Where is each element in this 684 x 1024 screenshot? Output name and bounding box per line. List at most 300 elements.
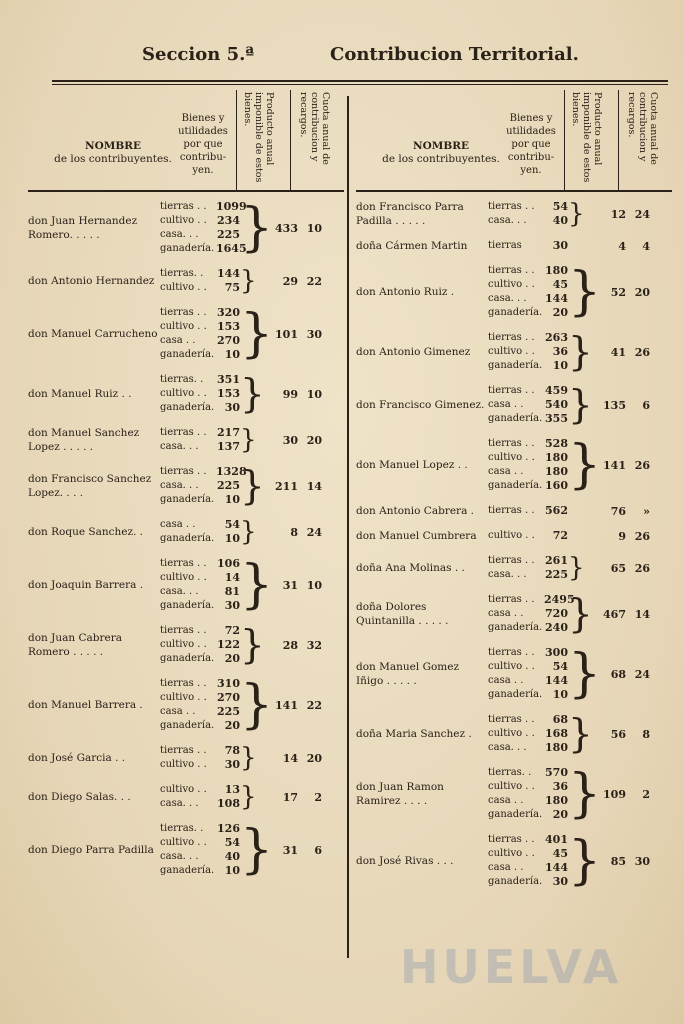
cuota-cents: 32: [306, 638, 322, 652]
table-header: [356, 90, 672, 192]
asset-item: [160, 387, 240, 401]
asset-value: 10: [224, 348, 240, 361]
asset-type: casa . .: [488, 399, 524, 410]
cuota-value: 29: [282, 274, 298, 288]
cuota-cents: 6: [642, 398, 650, 412]
table-row: [356, 646, 672, 702]
asset-type: tierras . .: [488, 594, 535, 605]
asset-item: [488, 214, 568, 228]
asset-type: cultivo . .: [160, 639, 207, 650]
asset-item: [160, 348, 240, 362]
asset-value: 14: [224, 571, 240, 584]
asset-value: 36: [552, 780, 568, 793]
brace-icon: }: [240, 675, 274, 735]
asset-type: ganadería.: [160, 720, 215, 731]
cuota-value: 52: [610, 285, 626, 299]
asset-type: casa. . .: [160, 229, 199, 240]
asset-value: 180: [545, 741, 568, 754]
brace-icon: }: [568, 435, 602, 495]
header-separator: [564, 90, 565, 190]
asset-type: tierras . .: [488, 385, 535, 396]
header-name: NOMBRE de los contribuyentes.: [54, 140, 172, 165]
asset-item: [488, 278, 568, 292]
cuota-cents: »: [643, 504, 650, 518]
asset-item: [488, 345, 568, 359]
asset-item: [160, 864, 240, 878]
asset-value: 540: [545, 398, 568, 411]
brace-icon: }: [240, 517, 257, 547]
asset-type: cultivo . .: [160, 837, 207, 848]
asset-item: [488, 646, 568, 660]
asset-type: casa. . .: [160, 798, 199, 809]
cuota-value: 109: [603, 787, 626, 801]
asset-item: [160, 320, 240, 334]
contributor-name: don José Garcia . .: [28, 752, 126, 764]
asset-type: tierras . .: [488, 201, 535, 212]
asset-item: [160, 836, 240, 850]
brace-icon: }: [568, 199, 585, 229]
right-column: [356, 90, 672, 900]
asset-type: tierras . .: [160, 745, 207, 756]
asset-item: [488, 465, 568, 479]
asset-item: [488, 264, 568, 278]
brace-icon: }: [568, 329, 593, 375]
asset-type: tierras . .: [488, 555, 535, 566]
asset-list: [160, 518, 240, 546]
asset-type: tierras . .: [488, 647, 535, 658]
cuota-value: 31: [282, 843, 298, 857]
asset-item: [160, 373, 240, 387]
asset-item: [488, 359, 568, 373]
cuota-value: 14: [282, 751, 298, 765]
cuota-value: 28: [282, 638, 298, 652]
asset-value: 54: [224, 836, 240, 849]
asset-value: 10: [552, 688, 568, 701]
cuota-value: 141: [275, 698, 298, 712]
table-row: [28, 518, 344, 546]
asset-type: cultivo . .: [488, 728, 535, 739]
asset-item: [160, 822, 240, 836]
contributor-name: don Manuel Ruiz . .: [28, 388, 132, 400]
table-row: [356, 593, 672, 635]
cuota-cents: 20: [306, 751, 322, 765]
asset-type: ganadería.: [160, 865, 215, 876]
asset-list: [488, 713, 568, 755]
asset-type: ganadería.: [488, 480, 543, 491]
asset-value: 72: [224, 624, 240, 637]
asset-type: tierras . .: [160, 678, 207, 689]
asset-item: [488, 384, 568, 398]
asset-item: [160, 652, 240, 666]
asset-value: 1645: [216, 242, 247, 255]
contributor-name: don Roque Sanchez. .: [28, 526, 144, 538]
cuota-cents: 10: [306, 578, 322, 592]
asset-value: 45: [552, 278, 568, 291]
asset-type: ganadería.: [488, 413, 543, 424]
asset-type: casa. . .: [160, 851, 199, 862]
cuota-value: 30: [282, 433, 298, 447]
asset-item: [160, 306, 240, 320]
asset-value: 30: [552, 239, 568, 252]
asset-item: [160, 557, 240, 571]
table-header: [28, 90, 344, 192]
asset-value: 45: [552, 847, 568, 860]
asset-type: tierras . .: [488, 834, 535, 845]
contributor-name: don Manuel Cumbrera: [356, 530, 477, 542]
asset-item: [160, 214, 240, 228]
asset-item: [488, 780, 568, 794]
contributor-name: don Manuel Barrera .: [28, 699, 143, 711]
asset-value: 137: [217, 440, 240, 453]
asset-value: 180: [545, 794, 568, 807]
asset-item: [160, 571, 240, 585]
brace-icon: }: [240, 820, 274, 880]
asset-item: [160, 624, 240, 638]
asset-value: 300: [545, 646, 568, 659]
cuota-cents: 4: [642, 239, 650, 253]
brace-icon: }: [240, 266, 257, 296]
table-row: [28, 624, 344, 666]
asset-item: [160, 228, 240, 242]
asset-value: 78: [224, 744, 240, 757]
asset-value: 168: [545, 727, 568, 740]
brace-icon: }: [240, 304, 274, 364]
asset-type: ganadería.: [160, 600, 215, 611]
brace-icon: }: [240, 555, 274, 615]
contributor-name: don Manuel Lopez . .: [356, 459, 468, 471]
asset-item: [160, 797, 240, 811]
asset-item: [160, 719, 240, 733]
asset-type: ganadería.: [160, 349, 215, 360]
table-row: [28, 267, 344, 295]
asset-list: [488, 504, 568, 518]
asset-type: tierras . .: [488, 438, 535, 449]
cuota-value: 4: [618, 239, 626, 253]
asset-value: 54: [552, 660, 568, 673]
brace-icon: }: [240, 463, 265, 509]
asset-item: [160, 677, 240, 691]
cuota-value: 9: [618, 529, 626, 543]
asset-type: tierras. .: [160, 268, 204, 279]
asset-list: [488, 200, 568, 228]
asset-list: [160, 624, 240, 666]
asset-item: [160, 440, 240, 454]
header-producto: Producto anual imponible de estos bienes.: [570, 92, 603, 183]
cuota-value: 8: [290, 525, 298, 539]
asset-type: cultivo . .: [160, 388, 207, 399]
asset-value: 20: [552, 808, 568, 821]
contributor-name: don Francisco Sanchez Lopez. . . .: [28, 473, 152, 499]
asset-item: [488, 593, 575, 607]
asset-value: 13: [224, 783, 240, 796]
asset-value: 153: [217, 387, 240, 400]
asset-value: 153: [217, 320, 240, 333]
cuota-cents: 6: [314, 843, 322, 857]
cuota-cents: 20: [634, 285, 650, 299]
asset-type: ganadería.: [160, 494, 215, 505]
asset-value: 144: [545, 861, 568, 874]
asset-type: tierras: [488, 240, 522, 251]
asset-value: 570: [545, 766, 568, 779]
asset-item: [488, 833, 568, 847]
asset-item: [160, 401, 240, 415]
asset-value: 144: [545, 674, 568, 687]
asset-value: 720: [545, 607, 568, 620]
asset-value: 180: [545, 451, 568, 464]
cuota-cents: 8: [642, 727, 650, 741]
asset-value: 30: [224, 401, 240, 414]
asset-value: 10: [224, 493, 240, 506]
asset-type: tierras . .: [488, 714, 535, 725]
cuota-value: 467: [603, 607, 626, 621]
asset-item: [488, 292, 568, 306]
asset-value: 20: [224, 719, 240, 732]
asset-item: [160, 599, 240, 613]
asset-list: [160, 426, 240, 454]
asset-value: 180: [545, 264, 568, 277]
asset-type: ganadería.: [488, 876, 543, 887]
asset-type: casa . .: [488, 608, 524, 619]
header-cuota: Cuota anual de contribucion y recargos.: [298, 92, 331, 165]
cuota-cents: 26: [634, 561, 650, 575]
table-row: [28, 465, 344, 507]
asset-type: tierras. .: [160, 823, 204, 834]
asset-type: casa . .: [160, 335, 196, 346]
asset-value: 459: [545, 384, 568, 397]
asset-value: 81: [224, 585, 240, 598]
asset-type: ganadería.: [160, 402, 215, 413]
asset-type: ganadería.: [488, 689, 543, 700]
asset-item: [160, 744, 240, 758]
table-row: [356, 331, 672, 373]
cuota-cents: 26: [634, 458, 650, 472]
asset-type: tierras . .: [160, 307, 207, 318]
asset-value: 1328: [216, 465, 247, 478]
asset-type: casa. . .: [488, 293, 527, 304]
cuota-value: 99: [282, 387, 298, 401]
cuota-value: 211: [275, 479, 298, 493]
asset-type: casa . .: [160, 519, 196, 530]
asset-type: casa. . .: [160, 441, 199, 452]
cuota-cents: 10: [306, 221, 322, 235]
contributor-name: doña Cármen Martin: [356, 240, 468, 252]
asset-type: casa. . .: [488, 742, 527, 753]
cuota-cents: 30: [306, 327, 322, 341]
asset-list: [160, 465, 247, 507]
cuota-value: 41: [610, 345, 626, 359]
asset-value: 144: [217, 267, 240, 280]
table-row: [28, 744, 344, 772]
page-header: [0, 44, 684, 74]
header-cuota: Cuota anual de contribucion y recargos.: [626, 92, 659, 165]
asset-type: tierras. .: [160, 374, 204, 385]
asset-type: cultivo . .: [160, 759, 207, 770]
asset-list: [160, 744, 240, 772]
asset-value: 351: [217, 373, 240, 386]
cuota-cents: 24: [634, 667, 650, 681]
asset-type: cultivo . .: [488, 452, 535, 463]
asset-type: tierras. .: [488, 767, 532, 778]
contributor-name: don Antonio Ruiz .: [356, 286, 455, 298]
asset-type: ganadería.: [160, 533, 215, 544]
asset-type: casa. . .: [488, 569, 527, 580]
asset-item: [488, 607, 568, 621]
asset-type: cultivo . .: [160, 282, 207, 293]
asset-value: 144: [545, 292, 568, 305]
table-row: [28, 373, 344, 415]
asset-value: 30: [552, 875, 568, 888]
asset-item: [160, 518, 240, 532]
contributor-name: doña Ana Molinas . .: [356, 562, 465, 574]
asset-item: [488, 766, 568, 780]
cuota-cents: 24: [634, 207, 650, 221]
asset-type: ganadería.: [488, 809, 543, 820]
asset-value: 225: [545, 568, 568, 581]
cuota-value: 65: [610, 561, 626, 575]
asset-type: casa . .: [488, 862, 524, 873]
asset-list: [488, 529, 568, 543]
asset-type: cultivo . .: [488, 279, 535, 290]
brace-icon: }: [568, 382, 593, 428]
asset-item: [488, 479, 568, 493]
asset-type: cultivo . .: [160, 784, 207, 795]
asset-item: [160, 242, 247, 256]
asset-value: 528: [545, 437, 568, 450]
brace-icon: }: [240, 425, 257, 455]
asset-item: [160, 281, 240, 295]
asset-item: [488, 306, 568, 320]
cuota-value: 56: [610, 727, 626, 741]
contributor-name: don Francisco Parra Padilla . . . . .: [356, 201, 464, 227]
table-row: [28, 783, 344, 811]
cuota-value: 141: [603, 458, 626, 472]
asset-value: 180: [545, 465, 568, 478]
contributor-name: don Francisco Gimenez.: [356, 399, 485, 411]
cuota-value: 101: [275, 327, 298, 341]
brace-icon: }: [568, 591, 593, 637]
cuota-cents: 30: [634, 854, 650, 868]
asset-value: 2495: [544, 593, 575, 606]
asset-item: [160, 758, 240, 772]
cuota-value: 85: [610, 854, 626, 868]
cuota-cents: 20: [306, 433, 322, 447]
cuota-cents: 22: [306, 698, 322, 712]
asset-value: 72: [552, 529, 568, 542]
column-divider: [347, 96, 349, 958]
asset-value: 10: [224, 864, 240, 877]
asset-list: [488, 766, 568, 822]
contributor-name: don Antonio Cabrera .: [356, 505, 475, 517]
asset-value: 234: [217, 214, 240, 227]
asset-value: 20: [224, 652, 240, 665]
asset-item: [160, 267, 240, 281]
asset-item: [488, 398, 568, 412]
cuota-value: 76: [610, 504, 626, 518]
contributor-name: don Manuel Sanchez Lopez . . . . .: [28, 427, 140, 453]
table-row: [28, 557, 344, 613]
asset-list: [488, 384, 568, 426]
header-bienes: Bienes y utilidades por que contribu- yen.: [178, 113, 228, 176]
stamp-text: HUELVA: [400, 940, 623, 994]
cuota-value: 433: [275, 221, 298, 235]
table-row: [356, 384, 672, 426]
asset-list: [160, 373, 240, 415]
header-bienes: Bienes y utilidades por que contribu- yen.: [506, 113, 556, 176]
asset-value: 217: [217, 426, 240, 439]
asset-value: 68: [552, 713, 568, 726]
asset-item: [488, 568, 568, 582]
asset-value: 10: [224, 532, 240, 545]
asset-type: ganadería.: [160, 653, 215, 664]
cuota-cents: 2: [314, 790, 322, 804]
brace-icon: }: [240, 371, 265, 417]
header-separator: [236, 90, 237, 190]
asset-list: [488, 264, 568, 320]
contributor-name: don Antonio Gimenez: [356, 346, 471, 358]
asset-value: 270: [217, 334, 240, 347]
asset-item: [488, 504, 568, 518]
top-rule-thin: [52, 84, 668, 85]
cuota-cents: 2: [642, 787, 650, 801]
asset-value: 10: [552, 359, 568, 372]
asset-type: casa. . .: [488, 215, 527, 226]
asset-type: tierras . .: [160, 466, 207, 477]
asset-item: [160, 585, 240, 599]
library-stamp: [290, 860, 630, 1010]
asset-value: 20: [552, 306, 568, 319]
asset-value: 270: [217, 691, 240, 704]
asset-value: 54: [224, 518, 240, 531]
asset-value: 54: [552, 200, 568, 213]
asset-value: 310: [217, 677, 240, 690]
header-producto: Producto anual imponible de estos bienes.: [242, 92, 275, 183]
table-row: [28, 426, 344, 454]
asset-list: [488, 646, 568, 702]
contributor-name: don Juan Hernandez Romero. . . . .: [28, 215, 138, 241]
asset-value: 160: [545, 479, 568, 492]
asset-value: 1099: [216, 200, 247, 213]
asset-list: [160, 200, 247, 256]
asset-item: [160, 200, 247, 214]
header-name: NOMBRE de los contribuyentes.: [382, 140, 500, 165]
cuota-value: 31: [282, 578, 298, 592]
brace-icon: }: [240, 743, 257, 773]
asset-item: [488, 688, 568, 702]
contributor-name: don Diego Parra Padilla: [28, 844, 154, 856]
entries: [356, 200, 672, 889]
asset-item: [488, 200, 568, 214]
asset-type: cultivo . .: [488, 848, 535, 859]
asset-list: [160, 677, 240, 733]
asset-value: 126: [217, 822, 240, 835]
asset-type: tierras . .: [488, 505, 535, 516]
asset-type: cultivo . .: [160, 692, 207, 703]
asset-type: casa. . .: [160, 480, 199, 491]
brace-icon: }: [568, 262, 602, 322]
table-row: [356, 437, 672, 493]
asset-item: [160, 465, 247, 479]
cuota-value: 12: [610, 207, 626, 221]
table-row: [356, 239, 672, 253]
asset-type: casa . .: [488, 795, 524, 806]
contributor-name: doña Dolores Quintanilla . . . . .: [356, 601, 449, 627]
asset-type: cultivo . .: [488, 530, 535, 541]
table-row: [356, 264, 672, 320]
asset-item: [160, 426, 240, 440]
asset-item: [488, 331, 568, 345]
asset-type: tierras . .: [160, 427, 207, 438]
asset-value: 355: [545, 412, 568, 425]
